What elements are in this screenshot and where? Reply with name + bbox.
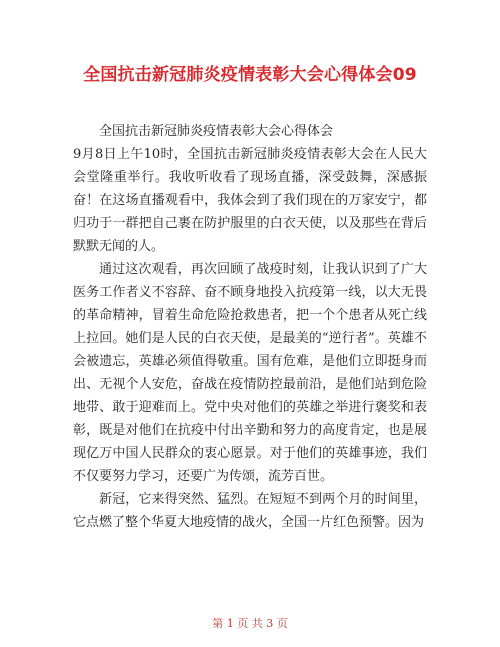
- document-body: [73, 120, 427, 534]
- paragraph-subtitle: 全国抗击新冠肺炎疫情表彰大会心得体会: [99, 124, 334, 139]
- paragraph-1: 9月8日上午10时，全国抗击新冠肺炎疫情表彰大会在人民大会堂隆重举行。我收听收看了现场直播，深受鼓舞，深感振奋！在这场直播观看中，我体会到了我们现在的万家安宁，都归功于一群把自己裹在防护服里的白衣天使，以及那些在背后默默无闻的人。: [73, 147, 427, 254]
- paragraph-2: 通过这次观看，再次回顾了战疫时刻，让我认识到了广大医务工作者义不容辞、奋不顾身地投入抗疫第一线，以大无畏的革命精神，冒着生命危险抢救患者，把一个个患者从死亡线上拉回。她们是人民的白衣天使，是最美的“逆行者”。英雄不会被遗忘，英雄必须值得敬重。国有危难，是他们立即挺身而出、无视个人安危，奋战在疫情防控最前沿，是他们站到危险地带、敢于迎难而上。党中央对他们的英雄之举进行褒奖和表彰，既是对他们在抗疫中付出辛勤和努力的高度肯定，也是展现亿万中国人民群众的衷心愿景。对于他们的英雄事迹，我们不仅要努力学习，还要广为传颂，流芳百世。: [73, 262, 427, 484]
- page-number-footer: 第 1 页 共 3 页: [212, 617, 288, 630]
- paragraph-3: 新冠，它来得突然、猛烈。在短短不到两个月的时间里，它点燃了整个华夏大地疫情的战火，全国一片红色预警。因为: [73, 492, 427, 530]
- document-title: 全国抗击新冠肺炎疫情表彰大会心得体会09: [83, 65, 417, 85]
